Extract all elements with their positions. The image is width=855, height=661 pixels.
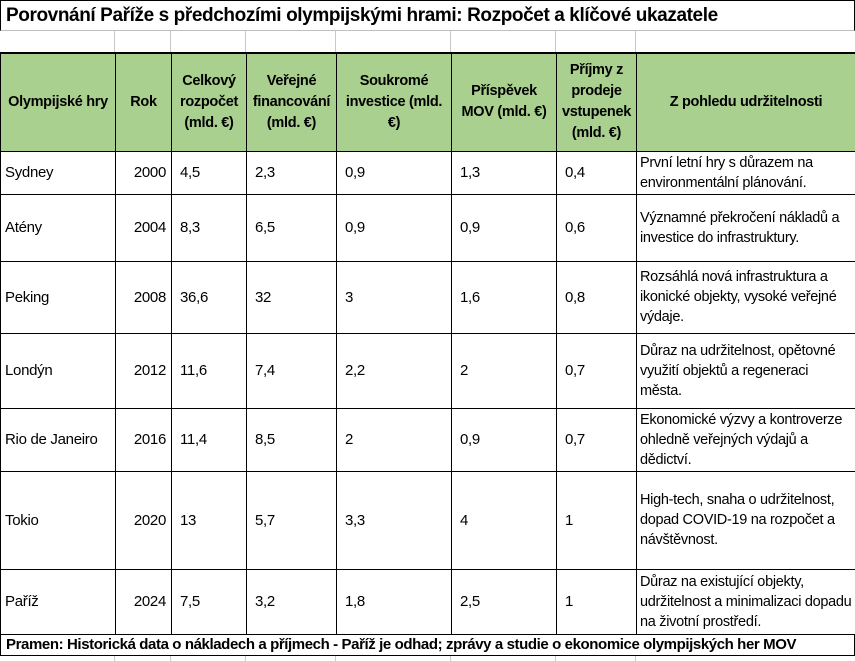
page-title: Porovnání Paříže s předchozími olympijskými hrami: Rozpočet a klíčové ukazatele (0, 0, 855, 31)
cell-games: Rio de Janeiro (1, 408, 116, 471)
header-row (1, 53, 855, 151)
cell-ioc-contribution: 1,6 (452, 261, 557, 333)
cell-ioc-contribution: 4 (452, 471, 557, 569)
table-row-sydney (1, 151, 855, 194)
cell-ticket-revenue: 0,7 (557, 408, 637, 471)
gridline-cell (0, 31, 115, 52)
cell-sustainability: Ekonomické výzvy a kontroverze ohledně veřejných výdajů a dědictví. (637, 408, 855, 471)
cell-sustainability: Důraz na udržitelnost, opětovné využití objektů a regeneraci města. (637, 333, 855, 408)
cell-sustainability: První letní hry s důrazem na environmentální plánování. (637, 151, 855, 194)
gridline-cell (115, 656, 171, 661)
col-header-year: Rok (116, 53, 172, 151)
cell-year: 2008 (116, 261, 172, 333)
cell-public-funding: 32 (247, 261, 337, 333)
cell-games: Atény (1, 194, 116, 261)
source-note: Pramen: Historická data o nákladech a příjmech - Paříž je odhad; zprávy a studie o ekonomice olympijských her MOV (0, 635, 855, 656)
table-row-ateny (1, 194, 855, 261)
gridline-cell (171, 656, 246, 661)
cell-sustainability: High-tech, snaha o udržitelnost, dopad COVID-19 na rozpočet a návštěvnost. (637, 471, 855, 569)
cell-sustainability: Rozsáhlá nová infrastruktura a ikonické objekty, vysoké veřejné výdaje. (637, 261, 855, 333)
cell-ticket-revenue: 0,6 (557, 194, 637, 261)
cell-ticket-revenue: 0,4 (557, 151, 637, 194)
table-row-tokio (1, 471, 855, 569)
cell-total-budget: 11,6 (172, 333, 247, 408)
gridline-cell (0, 656, 115, 661)
gridline-cell (115, 31, 171, 52)
cell-ioc-contribution: 2,5 (452, 569, 557, 634)
olympics-comparison-table (0, 52, 855, 635)
gridline-cell (336, 656, 451, 661)
cell-private-investment: 3,3 (337, 471, 452, 569)
col-header-ticket-revenue: Příjmy z prodeje vstupenek (mld. €) (557, 53, 637, 151)
gridline-cell (246, 31, 336, 52)
gridline-cell (556, 31, 636, 52)
col-header-private-investment: Soukromé investice (mld. €) (337, 53, 452, 151)
cell-ioc-contribution: 0,9 (452, 408, 557, 471)
cell-games: Tokio (1, 471, 116, 569)
cell-total-budget: 11,4 (172, 408, 247, 471)
col-header-total-budget: Celkový rozpočet (mld. €) (172, 53, 247, 151)
table-row-pariz (1, 569, 855, 634)
cell-sustainability: Významné překročení nákladů a investice do infrastruktury. (637, 194, 855, 261)
cell-public-funding: 7,4 (247, 333, 337, 408)
cell-public-funding: 2,3 (247, 151, 337, 194)
cell-private-investment: 0,9 (337, 194, 452, 261)
grid-gap-row-top (0, 31, 855, 52)
cell-year: 2012 (116, 333, 172, 408)
cell-year: 2016 (116, 408, 172, 471)
cell-ioc-contribution: 1,3 (452, 151, 557, 194)
cell-ticket-revenue: 1 (557, 569, 637, 634)
cell-year: 2004 (116, 194, 172, 261)
cell-public-funding: 8,5 (247, 408, 337, 471)
cell-games: Paříž (1, 569, 116, 634)
cell-ticket-revenue: 1 (557, 471, 637, 569)
gridline-cell (336, 31, 451, 52)
gridline-cell (636, 31, 855, 52)
cell-ioc-contribution: 2 (452, 333, 557, 408)
cell-total-budget: 7,5 (172, 569, 247, 634)
gridline-cell (451, 656, 556, 661)
cell-private-investment: 3 (337, 261, 452, 333)
cell-year: 2000 (116, 151, 172, 194)
cell-total-budget: 4,5 (172, 151, 247, 194)
gridline-cell (556, 656, 636, 661)
gridline-cell (636, 656, 855, 661)
col-header-ioc-contribution: Příspěvek MOV (mld. €) (452, 53, 557, 151)
cell-year: 2024 (116, 569, 172, 634)
cell-ticket-revenue: 0,8 (557, 261, 637, 333)
cell-games: Peking (1, 261, 116, 333)
cell-year: 2020 (116, 471, 172, 569)
gridline-cell (246, 656, 336, 661)
cell-sustainability: Důraz na existující objekty, udržitelnost a minimalizaci dopadu na životní prostředí. (637, 569, 855, 634)
cell-public-funding: 5,7 (247, 471, 337, 569)
cell-games: Sydney (1, 151, 116, 194)
gridline-cell (451, 31, 556, 52)
cell-public-funding: 3,2 (247, 569, 337, 634)
cell-ticket-revenue: 0,7 (557, 333, 637, 408)
table-row-rio (1, 408, 855, 471)
col-header-public-funding: Veřejné financování (mld. €) (247, 53, 337, 151)
cell-total-budget: 13 (172, 471, 247, 569)
cell-private-investment: 0,9 (337, 151, 452, 194)
cell-total-budget: 8,3 (172, 194, 247, 261)
cell-private-investment: 1,8 (337, 569, 452, 634)
table-row-peking (1, 261, 855, 333)
col-header-games: Olympijské hry (1, 53, 116, 151)
cell-games: Londýn (1, 333, 116, 408)
cell-ioc-contribution: 0,9 (452, 194, 557, 261)
col-header-sustainability: Z pohledu udržitelnosti (637, 53, 855, 151)
cell-private-investment: 2 (337, 408, 452, 471)
cell-public-funding: 6,5 (247, 194, 337, 261)
cell-total-budget: 36,6 (172, 261, 247, 333)
cell-private-investment: 2,2 (337, 333, 452, 408)
table-row-londyn (1, 333, 855, 408)
grid-gap-row-bottom (0, 656, 855, 661)
gridline-cell (171, 31, 246, 52)
